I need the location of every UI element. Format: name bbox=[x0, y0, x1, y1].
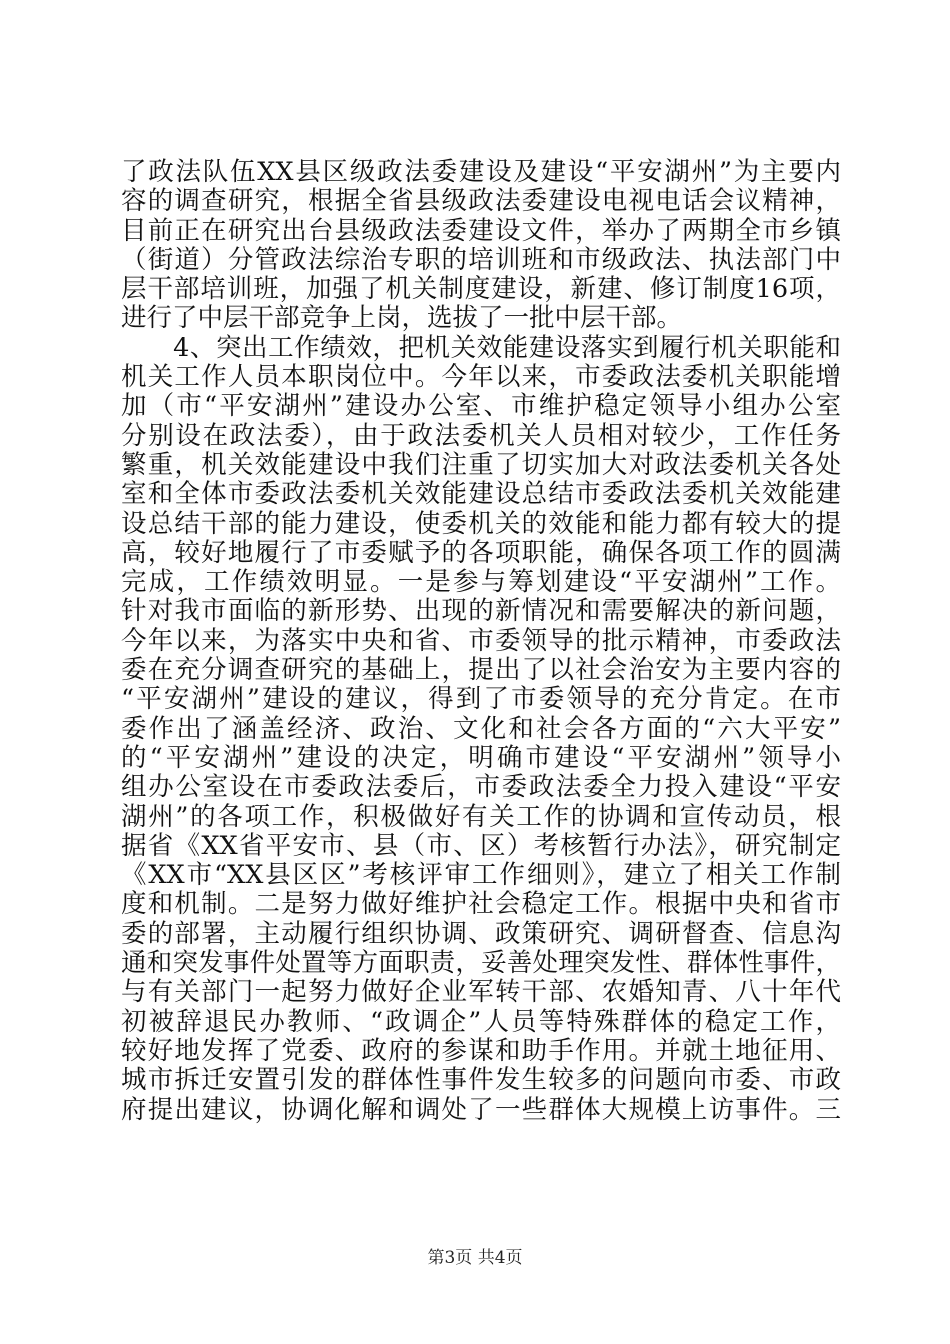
text-line: 的“平安湖州”建设的决定，明确市建设“平安湖州”领导小 bbox=[121, 743, 841, 773]
text-line: 高，较好地履行了市委赋予的各项职能，确保各项工作的圆满 bbox=[121, 538, 841, 568]
text-line: 委作出了涵盖经济、政治、文化和社会各方面的“六大平安” bbox=[121, 714, 841, 744]
text-line: 据省《XX省平安市、县（市、区）考核暂行办法》，研究制定 bbox=[121, 831, 841, 861]
text-line: 容的调查研究，根据全省县级政法委建设电视电话会议精神， bbox=[121, 187, 841, 217]
text-line: 与有关部门一起努力做好企业军转干部、农婚知青、八十年代 bbox=[121, 978, 841, 1008]
text-line: 委在充分调查研究的基础上，提出了以社会治安为主要内容的 bbox=[121, 656, 841, 686]
text-line: 今年以来，为落实中央和省、市委领导的批示精神，市委政法 bbox=[121, 626, 841, 656]
page-number-footer: 第3页 共4页 bbox=[427, 1248, 523, 1268]
text-line: 较好地发挥了党委、政府的参谋和助手作用。并就土地征用、 bbox=[121, 1036, 841, 1066]
text-line: 城市拆迁安置引发的群体性事件发生较多的问题向市委、市政 bbox=[121, 1066, 841, 1096]
text-line: 室和全体市委政法委机关效能建设总结市委政法委机关效能建 bbox=[121, 480, 841, 510]
text-line: （街道）分管政法综治专职的培训班和市级政法、执法部门中 bbox=[121, 245, 841, 275]
text-line: 设总结干部的能力建设，使委机关的效能和能力都有较大的提 bbox=[121, 509, 841, 539]
text-line: 加（市“平安湖州”建设办公室、市维护稳定领导小组办公室 bbox=[121, 392, 841, 422]
text-line: 分别设在政法委），由于政法委机关人员相对较少，工作任务 bbox=[121, 421, 841, 451]
text-line: 4、突出工作绩效，把机关效能建设落实到履行机关职能和 bbox=[121, 333, 841, 363]
text-line: 了政法队伍XX县区级政法委建设及建设“平安湖州”为主要内 bbox=[121, 158, 841, 187]
text-line: 通和突发事件处置等方面职责，妥善处理突发性、群体性事件， bbox=[121, 949, 841, 979]
text-line: 机关工作人员本职岗位中。今年以来，市委政法委机关职能增 bbox=[121, 363, 841, 393]
text-line: 完成，工作绩效明显。一是参与筹划建设“平安湖州”工作。 bbox=[121, 568, 841, 598]
text-line: 《XX市“XX县区区”考核评审工作细则》，建立了相关工作制 bbox=[121, 861, 841, 891]
text-line: “平安湖州”建设的建议，得到了市委领导的充分肯定。在市 bbox=[121, 685, 841, 715]
text-line: 度和机制。二是努力做好维护社会稳定工作。根据中央和省市 bbox=[121, 890, 841, 920]
text-line: 委的部署，主动履行组织协调、政策研究、调研督查、信息沟 bbox=[121, 919, 841, 949]
text-line: 府提出建议，协调化解和调处了一些群体大规模上访事件。三 bbox=[121, 1095, 841, 1125]
text-line: 进行了中层干部竞争上岗，选拔了一批中层干部。 bbox=[121, 304, 683, 334]
text-line: 繁重，机关效能建设中我们注重了切实加大对政法委机关各处 bbox=[121, 450, 841, 480]
text-line: 湖州”的各项工作，积极做好有关工作的协调和宣传动员，根 bbox=[121, 802, 841, 832]
text-line: 层干部培训班，加强了机关制度建设，新建、修订制度16项， bbox=[121, 275, 841, 305]
body-text bbox=[121, 158, 841, 1125]
text-line: 组办公室设在市委政法委后，市委政法委全力投入建设“平安 bbox=[121, 773, 841, 803]
text-line: 初被辞退民办教师、“政调企”人员等特殊群体的稳定工作， bbox=[121, 1007, 841, 1037]
text-line: 目前正在研究出台县级政法委建设文件，举办了两期全市乡镇 bbox=[121, 216, 841, 246]
text-line: 针对我市面临的新形势、出现的新情况和需要解决的新问题， bbox=[121, 597, 841, 627]
